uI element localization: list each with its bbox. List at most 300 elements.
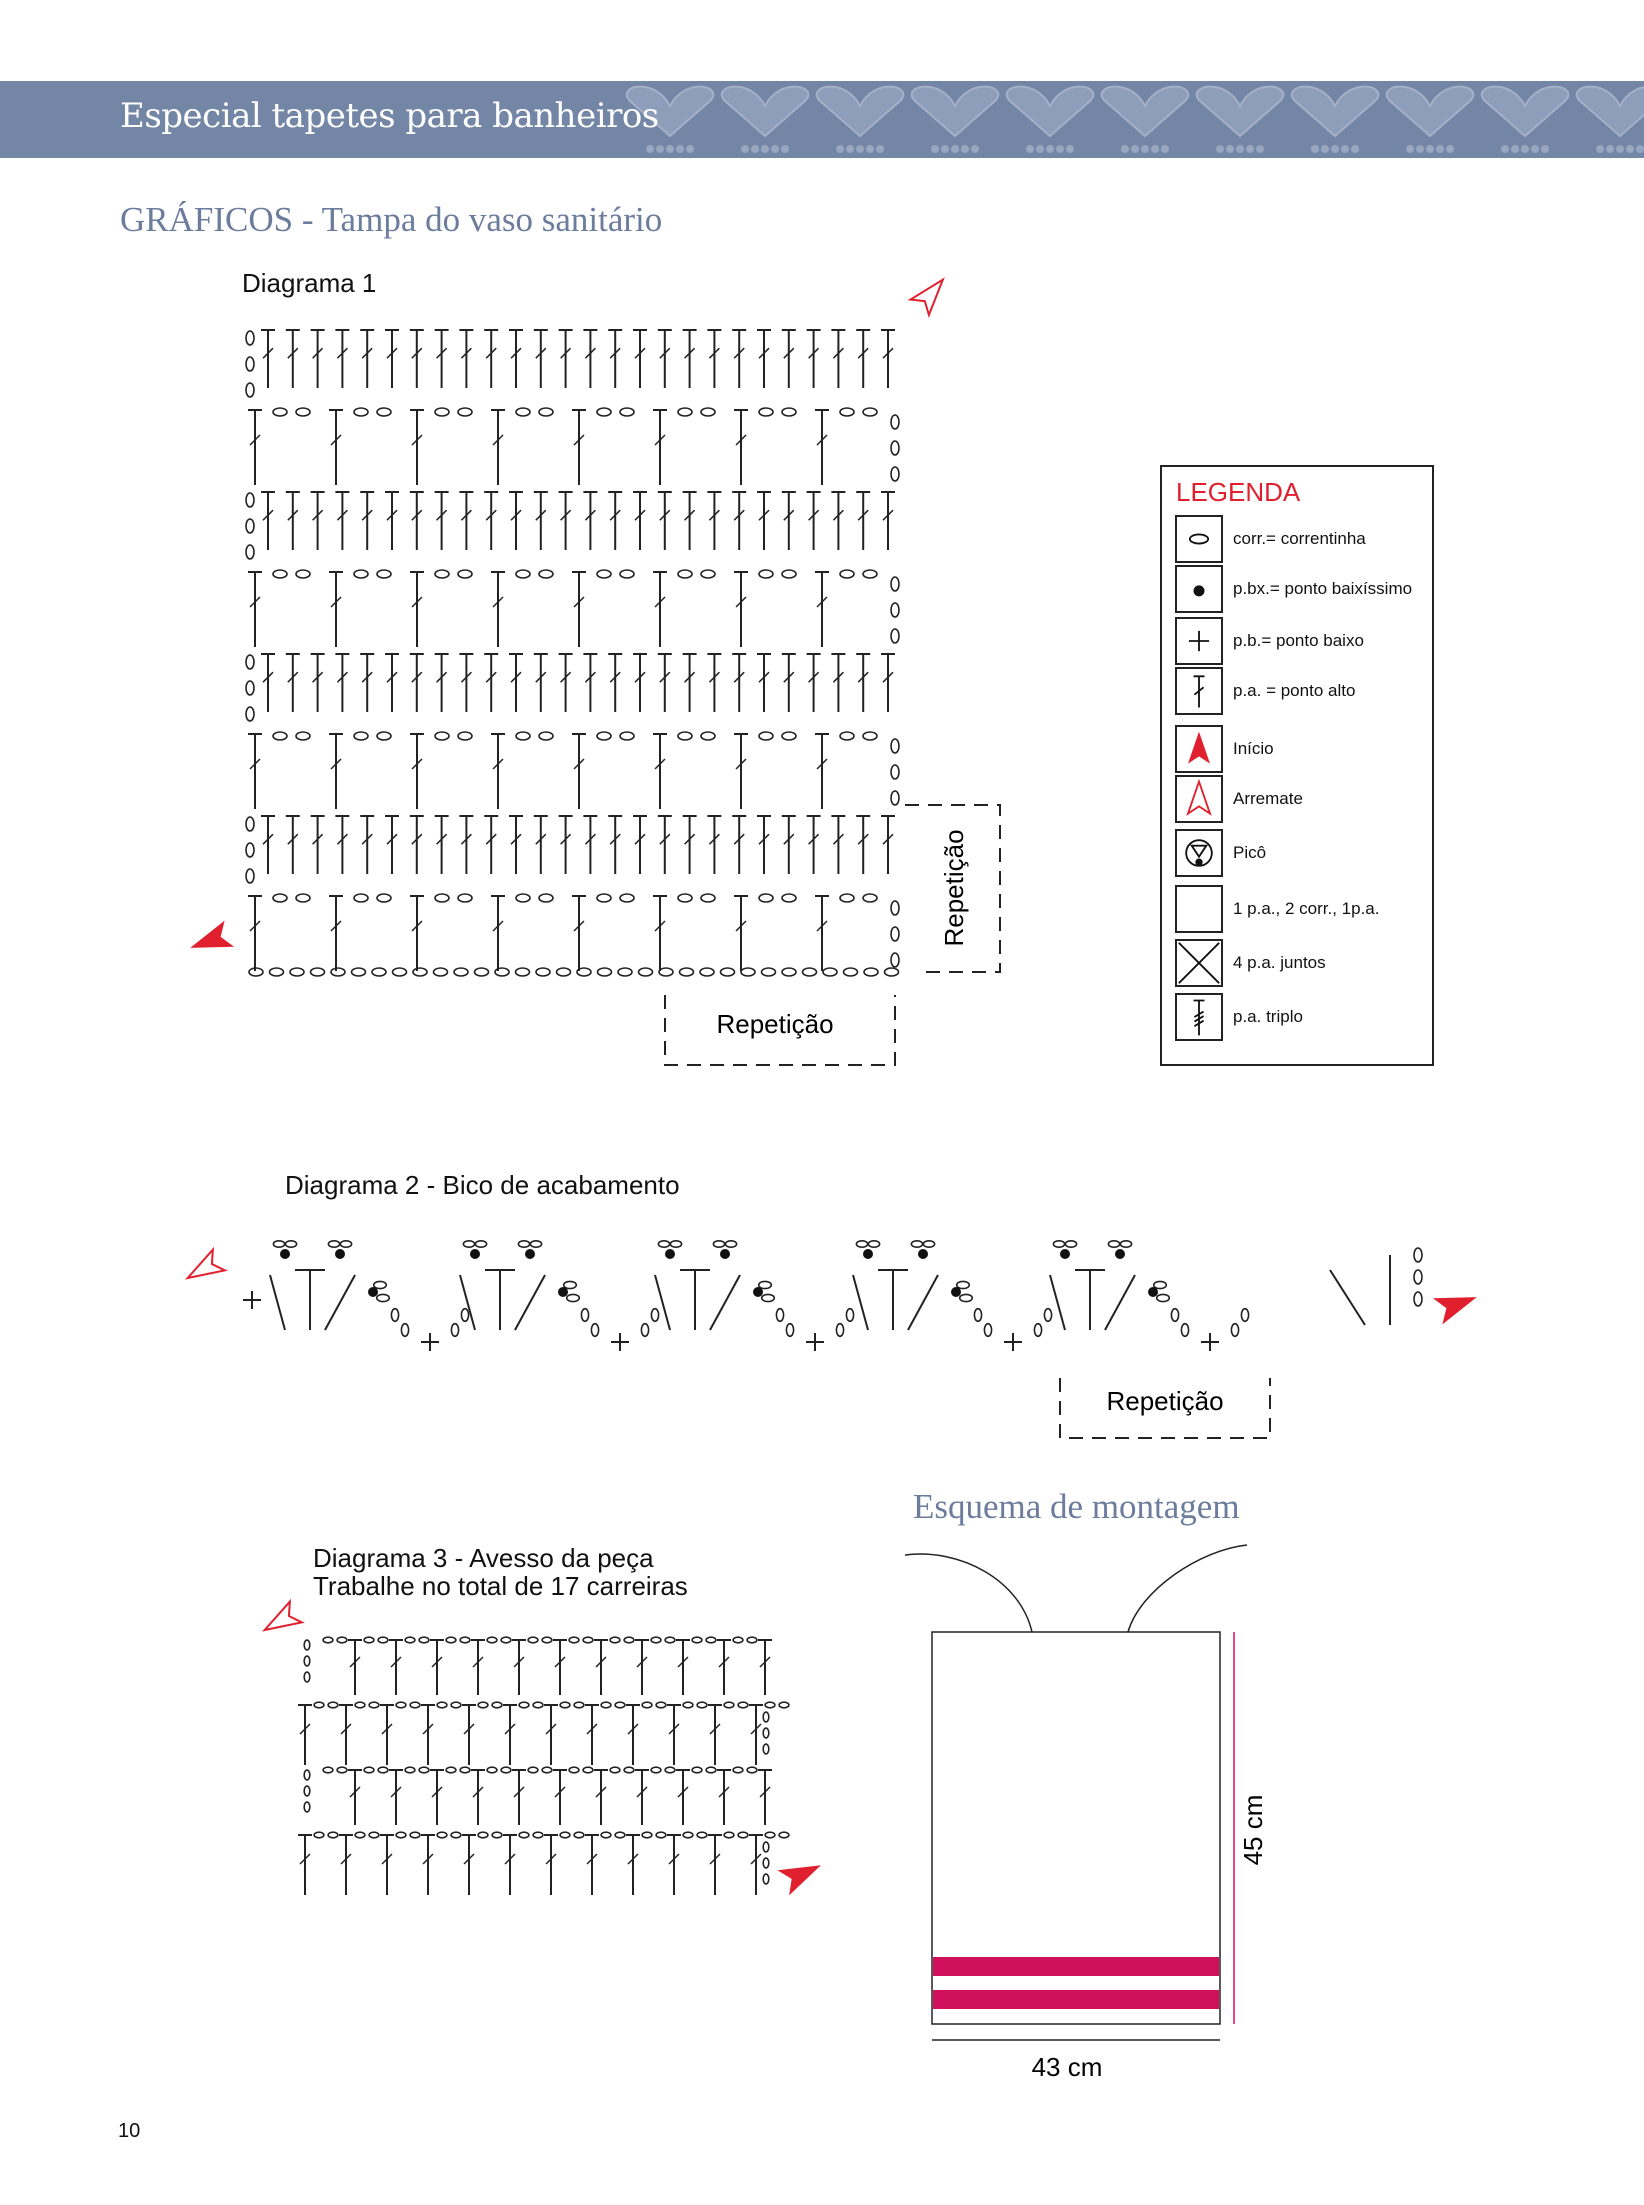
chain-oval <box>273 408 287 416</box>
chain-oval <box>530 1241 541 1247</box>
chain-oval <box>891 901 899 915</box>
chain-oval <box>501 1767 511 1773</box>
chain-oval <box>564 1281 577 1288</box>
chain-oval <box>1414 1248 1422 1262</box>
chain-oval <box>458 894 472 902</box>
chain-oval <box>891 577 899 591</box>
chain-oval <box>610 1767 620 1773</box>
chain-oval <box>405 1637 415 1643</box>
chain-oval <box>296 894 310 902</box>
slip-stitch-dot <box>335 1249 345 1259</box>
chain-oval <box>738 1832 748 1838</box>
chain-oval <box>539 894 553 902</box>
chain-oval <box>782 570 796 578</box>
chain-oval <box>779 1832 789 1838</box>
chain-oval <box>692 1637 702 1643</box>
chain-oval <box>273 570 287 578</box>
chain-oval <box>765 1702 775 1708</box>
chain-oval <box>763 1744 769 1754</box>
chain-oval <box>377 1294 390 1301</box>
chain-oval <box>692 1767 702 1773</box>
chain-oval <box>1157 1294 1170 1301</box>
chain-oval <box>463 1241 474 1247</box>
chain-oval <box>651 1637 661 1643</box>
chain-oval <box>840 570 854 578</box>
start-arrow-filled-icon <box>1175 725 1223 773</box>
chain-oval <box>863 408 877 416</box>
chain-oval <box>759 732 773 740</box>
chain-oval <box>273 894 287 902</box>
chain-oval <box>597 732 611 740</box>
chain-oval <box>697 1832 707 1838</box>
chain-oval <box>355 1702 365 1708</box>
chain-oval <box>337 1767 347 1773</box>
chain-oval <box>840 732 854 740</box>
chain-oval <box>516 732 530 740</box>
chain-oval <box>891 603 899 617</box>
chain-oval <box>487 1637 497 1643</box>
chain-oval <box>615 1702 625 1708</box>
chain-oval <box>355 1832 365 1838</box>
legend-item-label: p.a. triplo <box>1233 1007 1303 1026</box>
single-crochet-plus <box>243 1291 261 1309</box>
chain-oval <box>328 1702 338 1708</box>
single-crochet-plus <box>1004 1333 1022 1351</box>
chain-oval <box>528 1637 538 1643</box>
finish-arrow-outline-icon <box>1175 775 1223 823</box>
chain-oval <box>569 1767 579 1773</box>
chain-oval <box>377 732 391 740</box>
width-label: 43 cm <box>1031 2052 1103 2082</box>
chain-oval <box>460 1637 470 1643</box>
legend-item <box>1175 829 1430 879</box>
chain-oval <box>597 894 611 902</box>
slip-stitch-dot <box>918 1249 928 1259</box>
chain-oval <box>763 1728 769 1738</box>
chain-oval <box>891 765 899 779</box>
chain-oval <box>747 1637 757 1643</box>
chain-oval <box>369 1832 379 1838</box>
chain-oval <box>475 968 489 976</box>
chain-oval <box>891 629 899 643</box>
chain-oval <box>1171 1309 1178 1322</box>
chain-oval <box>725 1241 736 1247</box>
chain-oval <box>863 894 877 902</box>
chain-oval <box>620 894 634 902</box>
diagram2-title: Diagrama 2 - Bico de acabamento <box>285 1170 680 1200</box>
chain-oval <box>779 1702 789 1708</box>
slip-stitch-dot <box>1115 1249 1125 1259</box>
chain-oval <box>574 1702 584 1708</box>
slip-stitch-dot <box>1060 1249 1070 1259</box>
chain-oval <box>651 1767 661 1773</box>
legend-item-label: p.bx.= ponto baixíssimo <box>1233 579 1413 598</box>
finish-arrow-icon <box>259 1602 302 1641</box>
chain-oval <box>762 968 776 976</box>
chain-oval <box>542 1637 552 1643</box>
chain-oval <box>724 1702 734 1708</box>
chain-oval <box>697 1702 707 1708</box>
chain-oval <box>296 732 310 740</box>
diagram3-title <box>313 1544 688 1600</box>
chain-oval <box>460 1767 470 1773</box>
chain-oval <box>1241 1309 1248 1322</box>
slip-stitch-dot <box>720 1249 730 1259</box>
chain-oval <box>246 817 254 831</box>
chain-oval <box>624 1637 634 1643</box>
chain-oval <box>246 843 254 857</box>
chain-oval <box>560 1702 570 1708</box>
chain-oval <box>1231 1324 1238 1337</box>
legend-item-label: p.a. = ponto alto <box>1233 681 1356 700</box>
chain-oval <box>747 1767 757 1773</box>
chain-oval <box>451 1832 461 1838</box>
legend-item <box>1175 775 1430 825</box>
fan-stitch <box>1050 1275 1065 1330</box>
chain-oval <box>665 1767 675 1773</box>
chain-oval <box>759 408 773 416</box>
diagram3-title-line1: Diagrama 3 - Avesso da peça <box>313 1543 654 1573</box>
chain-oval <box>583 1767 593 1773</box>
chain-oval <box>435 894 449 902</box>
chain-oval <box>410 1832 420 1838</box>
chain-oval <box>763 1712 769 1722</box>
legend-item <box>1175 667 1430 717</box>
chain-oval <box>419 1637 429 1643</box>
chain-oval <box>246 707 254 721</box>
chain-oval <box>840 408 854 416</box>
chain-oval <box>591 1324 598 1337</box>
chain-oval <box>296 408 310 416</box>
chain-oval <box>391 1309 398 1322</box>
legend-title: LEGENDA <box>1176 477 1301 507</box>
chain-oval <box>377 408 391 416</box>
legend-item <box>1175 515 1430 565</box>
chain-oval <box>495 968 509 976</box>
chain-oval <box>763 1842 769 1852</box>
chain-oval <box>478 1702 488 1708</box>
chain-oval <box>1034 1324 1041 1337</box>
chain-oval <box>763 1874 769 1884</box>
chain-oval <box>721 968 735 976</box>
chain-oval <box>678 570 692 578</box>
chain-oval <box>911 1241 922 1247</box>
chain-oval <box>680 968 694 976</box>
chain-oval <box>304 1786 310 1796</box>
chain-oval <box>1120 1241 1131 1247</box>
chain-oval <box>246 681 254 695</box>
pink-stripe <box>933 1990 1219 2009</box>
chain-oval <box>519 1832 529 1838</box>
chain-oval <box>378 1637 388 1643</box>
chain-oval <box>246 383 254 397</box>
chain-oval <box>354 894 368 902</box>
chain-oval <box>863 732 877 740</box>
chain-oval <box>891 415 899 429</box>
fan-stitch <box>325 1275 355 1330</box>
chain-oval <box>533 1702 543 1708</box>
chain-oval <box>624 1767 634 1773</box>
chain-oval <box>701 408 715 416</box>
chain-oval <box>891 441 899 455</box>
chain-oval <box>610 1637 620 1643</box>
chain-oval <box>328 1241 339 1247</box>
chain-oval <box>840 894 854 902</box>
chain-oval <box>665 1637 675 1643</box>
chain-oval <box>782 968 796 976</box>
chain-oval <box>435 408 449 416</box>
chain-oval <box>620 570 634 578</box>
chain-oval <box>246 519 254 533</box>
chain-oval <box>323 1767 333 1773</box>
fan-stitch <box>270 1275 285 1330</box>
legend-item-label: 4 p.a. juntos <box>1233 953 1326 972</box>
chain-oval <box>706 1767 716 1773</box>
single-crochet-plus <box>421 1333 439 1351</box>
chain-oval <box>533 1832 543 1838</box>
start-arrow-icon <box>780 1856 823 1893</box>
chain-oval <box>458 732 472 740</box>
chain-oval <box>656 1832 666 1838</box>
chain-oval <box>763 1858 769 1868</box>
chain-oval <box>598 968 612 976</box>
chain-oval <box>340 1241 351 1247</box>
chain-oval <box>437 1702 447 1708</box>
chain-oval <box>670 1241 681 1247</box>
pink-stripe <box>933 1957 1219 1976</box>
chain-oval <box>759 1281 772 1288</box>
chain-oval <box>492 1702 502 1708</box>
chain-oval <box>974 1309 981 1322</box>
start-arrow-icon <box>1436 1287 1478 1322</box>
single-crochet-plus <box>1201 1333 1219 1351</box>
chain-oval <box>957 1281 970 1288</box>
chain-oval <box>713 1241 724 1247</box>
chain-oval <box>651 1309 658 1322</box>
chain-oval <box>891 953 899 967</box>
chain-oval <box>304 1640 310 1650</box>
chain-oval <box>311 968 325 976</box>
chain-oval <box>658 1241 669 1247</box>
chain-oval <box>700 968 714 976</box>
chain-oval <box>891 927 899 941</box>
chain-oval <box>377 570 391 578</box>
slip-stitch-dot <box>665 1249 675 1259</box>
chain-oval <box>377 894 391 902</box>
chain-oval <box>435 732 449 740</box>
slip-stitch-dot <box>863 1249 873 1259</box>
chain-oval <box>701 732 715 740</box>
chain-oval <box>618 968 632 976</box>
chain-oval <box>352 968 366 976</box>
chain-oval <box>683 1702 693 1708</box>
x-square-icon <box>1175 939 1223 987</box>
legend-item-label: 1 p.a., 2 corr., 1p.a. <box>1233 899 1380 918</box>
chain-oval <box>1053 1241 1064 1247</box>
chain-oval <box>846 1309 853 1322</box>
chain-oval <box>1065 1241 1076 1247</box>
fan-stitch <box>460 1275 475 1330</box>
chain-oval <box>314 1832 324 1838</box>
chain-oval <box>776 1309 783 1322</box>
fan-stitch <box>908 1275 938 1330</box>
chain-oval <box>738 1702 748 1708</box>
chain-oval <box>492 1832 502 1838</box>
chain-oval <box>1181 1324 1188 1337</box>
single-crochet-plus-icon <box>1175 617 1223 665</box>
chain-oval <box>413 968 427 976</box>
chain-oval <box>762 1294 775 1301</box>
slip-stitch-dot <box>1148 1287 1158 1297</box>
single-crochet-plus <box>611 1333 629 1351</box>
chain-oval <box>396 1702 406 1708</box>
chain-oval <box>733 1637 743 1643</box>
chain-oval <box>782 408 796 416</box>
diagram1-title: Diagrama 1 <box>242 268 377 298</box>
slip-stitch-dot <box>753 1287 763 1297</box>
chain-oval <box>451 1324 458 1337</box>
chain-oval <box>378 1767 388 1773</box>
page-number: 10 <box>118 2120 141 2142</box>
chain-oval <box>354 570 368 578</box>
legend-item-label: Arremate <box>1233 789 1303 808</box>
chain-oval <box>620 732 634 740</box>
chain-oval <box>446 1637 456 1643</box>
chain-oval <box>856 1241 867 1247</box>
chain-oval <box>1108 1241 1119 1247</box>
chain-oval <box>364 1767 374 1773</box>
chain-oval <box>354 732 368 740</box>
chain-oval <box>273 1241 284 1247</box>
chain-oval <box>246 869 254 883</box>
chain-oval <box>741 968 755 976</box>
chain-oval <box>642 1702 652 1708</box>
chain-oval <box>290 968 304 976</box>
chain-oval <box>659 968 673 976</box>
chain-oval <box>782 894 796 902</box>
chain-oval <box>706 1637 716 1643</box>
chain-oval <box>615 1832 625 1838</box>
chain-oval <box>270 968 284 976</box>
chain-oval <box>891 467 899 481</box>
tie-string-right <box>1128 1545 1247 1632</box>
chain-oval <box>577 968 591 976</box>
chain-oval <box>296 570 310 578</box>
slip-stitch-dot <box>951 1287 961 1297</box>
repeat-label-horizontal: Repetição <box>716 1009 834 1039</box>
slip-stitch-dot <box>470 1249 480 1259</box>
chain-oval <box>786 1324 793 1337</box>
double-crochet-icon <box>1175 667 1223 715</box>
chain-oval <box>372 968 386 976</box>
chain-oval <box>331 968 345 976</box>
chain-oval <box>528 1767 538 1773</box>
chain-oval <box>458 408 472 416</box>
chain-oval <box>759 570 773 578</box>
chain-oval <box>536 968 550 976</box>
chain-oval <box>369 1702 379 1708</box>
chain-oval <box>1154 1281 1167 1288</box>
chain-oval <box>803 968 817 976</box>
chain-oval <box>678 894 692 902</box>
finish-arrow-icon <box>182 1250 225 1289</box>
chain-oval <box>639 968 653 976</box>
chain-oval <box>246 493 254 507</box>
fan-stitch <box>710 1275 740 1330</box>
fan-stitch <box>655 1275 670 1330</box>
chain-oval <box>419 1767 429 1773</box>
legend-item-label: p.b.= ponto baixo <box>1233 631 1364 650</box>
chain-oval <box>434 968 448 976</box>
chain-oval <box>364 1637 374 1643</box>
chain-oval <box>246 655 254 669</box>
chain-oval <box>724 1832 734 1838</box>
chain-oval <box>410 1702 420 1708</box>
chain-oval <box>678 408 692 416</box>
chain-oval <box>891 791 899 805</box>
chain-oval <box>960 1294 973 1301</box>
chain-oval <box>782 732 796 740</box>
chain-oval <box>641 1324 648 1337</box>
chain-oval <box>1044 1309 1051 1322</box>
chain-oval <box>285 1241 296 1247</box>
triple-crochet-icon <box>1175 993 1223 1041</box>
legend-item <box>1175 939 1430 989</box>
chain-oval <box>597 408 611 416</box>
chain-oval <box>581 1309 588 1322</box>
fan-stitch <box>1330 1270 1365 1325</box>
section-title: Especial tapetes para banheiros <box>120 96 659 136</box>
chain-oval <box>560 1832 570 1838</box>
chain-oval <box>246 357 254 371</box>
empty-square-icon <box>1175 885 1223 933</box>
chain-oval <box>683 1832 693 1838</box>
picot-icon <box>1175 829 1223 877</box>
slip-stitch-dot <box>368 1287 378 1297</box>
chain-oval <box>567 1294 580 1301</box>
chain-oval <box>393 968 407 976</box>
chain-oval <box>475 1241 486 1247</box>
chain-oval <box>844 968 858 976</box>
chain-oval <box>620 408 634 416</box>
chain-oval <box>539 732 553 740</box>
chain-oval <box>304 1656 310 1666</box>
tie-string-left <box>905 1554 1032 1632</box>
legend-item <box>1175 993 1430 1043</box>
chain-oval <box>501 1637 511 1643</box>
chain-oval <box>461 1309 468 1322</box>
chain-oval <box>836 1324 843 1337</box>
chain-oval <box>446 1767 456 1773</box>
chain-oval <box>454 968 468 976</box>
start-arrow-icon <box>189 923 231 958</box>
fan-stitch <box>853 1275 868 1330</box>
repeat-label-vertical: Repetição <box>939 829 969 947</box>
chain-oval <box>597 570 611 578</box>
repeat-label-edging: Repetição <box>1106 1386 1224 1416</box>
chain-oval <box>601 1702 611 1708</box>
chain-oval <box>458 570 472 578</box>
chain-oval <box>574 1832 584 1838</box>
slip-stitch-dot <box>280 1249 290 1259</box>
legend-item <box>1175 617 1430 667</box>
chain-oval <box>396 1832 406 1838</box>
chain-oval <box>374 1281 387 1288</box>
chain-oval <box>314 1702 324 1708</box>
chain-oval <box>885 968 899 976</box>
chain-oval <box>701 894 715 902</box>
chain-oval <box>984 1324 991 1337</box>
